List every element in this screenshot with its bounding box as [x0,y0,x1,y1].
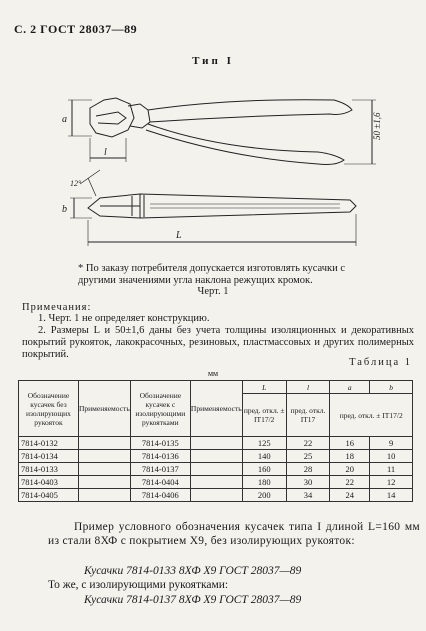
dim-b-label: b [62,204,67,215]
dim-l-label: l [104,147,107,158]
example-code-1: Кусачки 7814-0133 8ХФ Х9 ГОСТ 28037—89 [84,565,302,577]
figure-caption: Черт. 1 [197,286,229,297]
tol-ab: пред. откл. ± IT17/2 [330,394,413,437]
footnote: * По заказу потребителя допускается изготовлять кусачки с другими значениями угла наклона режущих кромок. [78,263,346,286]
page-header: С. 2 ГОСТ 28037—89 [14,22,138,36]
note-2: 2. Размеры L и 50±1,6 даны без учета толщины изоляционных и декоративных покрытий рукояток, лакокрасочных, резиновых, пластмассовых и других полимерных покрытий. [22,325,414,360]
cell: 28 [286,463,330,476]
cell: 7814-0133 [19,463,79,476]
cell: 160 [242,463,286,476]
example-text: Пример условного обозначения кусачек типа I длиной L=160 мм из стали 8ХФ с покрытием Х9, без изолирующих рукояток: [48,521,420,547]
table-row [19,476,413,489]
cell [190,476,242,489]
cell: 10 [370,450,413,463]
cell: 7814-0137 [130,463,190,476]
cell [78,450,130,463]
table-row [19,463,413,476]
dim-a-label: a [62,114,67,125]
tol-l: пред. откл. IT17 [286,394,330,437]
cell: 9 [370,437,413,450]
col-header-2: Применяемость [78,381,130,437]
table-row [19,450,413,463]
cell: 7814-0134 [19,450,79,463]
cell [78,476,130,489]
cell: 34 [286,489,330,502]
cell: 7814-0404 [130,476,190,489]
table-title: Таблица 1 [349,357,412,368]
data-table [18,380,413,502]
dim-50-label: 50 ±1,6 [372,112,382,140]
cell: 200 [242,489,286,502]
col-header-b: b [370,381,413,394]
cell: 7814-0403 [19,476,79,489]
col-header-3: Обозначение кусачек с изолирующими рукоятками [130,381,190,437]
table-unit: мм [207,369,219,378]
example-text-2: То же, с изолирующими рукоятками: [48,579,229,591]
cell: 22 [330,476,370,489]
cell: 11 [370,463,413,476]
cell: 140 [242,450,286,463]
cell: 12 [370,476,413,489]
angle-label: 12° [70,179,82,188]
figure-type-title: Тип I [192,55,234,67]
cell: 180 [242,476,286,489]
cell: 7814-0135 [130,437,190,450]
notes-title: Примечания: [22,302,92,313]
cell [190,437,242,450]
cell: 7814-0406 [130,489,190,502]
cell [190,489,242,502]
cell: 25 [286,450,330,463]
cell [190,450,242,463]
dim-L-label: L [176,230,182,241]
cell [78,463,130,476]
example-code-2: Кусачки 7814-0137 8ХФ Х9 ГОСТ 28037—89 [84,594,302,606]
cell: 24 [330,489,370,502]
cell: 14 [370,489,413,502]
jaw-shape [90,98,134,137]
cell: 125 [242,437,286,450]
cell: 7814-0136 [130,450,190,463]
table-row [19,489,413,502]
table-row [19,437,413,450]
col-header-a: a [330,381,370,394]
col-header-l: l [286,381,330,394]
cell [190,463,242,476]
cell [78,437,130,450]
col-header-L: L [242,381,286,394]
col-header-1: Обозначение кусачек без изолирующих рукояток [19,381,79,437]
upper-handle [148,100,352,122]
pliers-drawing [0,0,426,280]
cell: 16 [330,437,370,450]
note-1: 1. Черт. 1 не определяет конструкцию. [38,313,210,324]
col-header-4: Применяемость [190,381,242,437]
cell: 7814-0132 [19,437,79,450]
cell: 18 [330,450,370,463]
cell: 7814-0405 [19,489,79,502]
cell: 22 [286,437,330,450]
tol-L: пред. откл. ± IT17/2 [242,394,286,437]
cell [78,489,130,502]
cell: 30 [286,476,330,489]
cell: 20 [330,463,370,476]
lower-handle [146,124,344,165]
